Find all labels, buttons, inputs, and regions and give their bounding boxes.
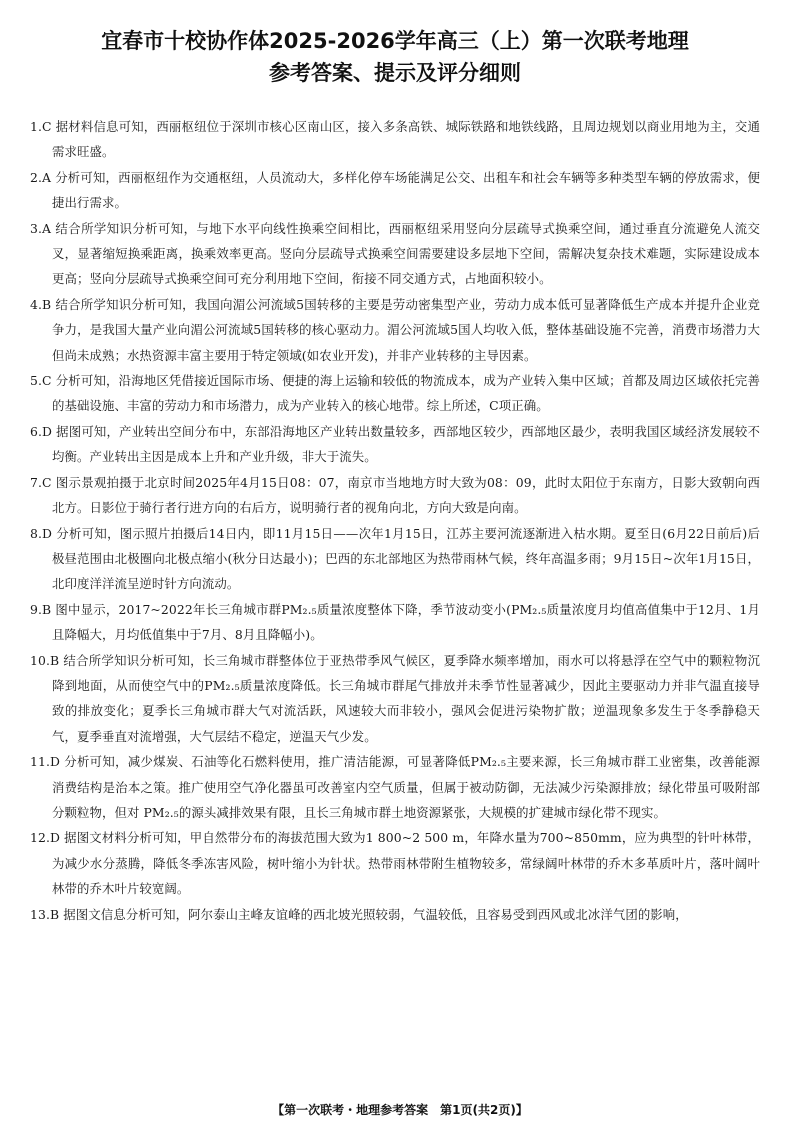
answer-item-13: 13.B 据图文信息分析可知，阿尔泰山主峰友谊峰的西北坡光照较弱，气温较低，且容易受到西风或北冰洋气团的影响，: [30, 906, 688, 922]
answer-item-4: 4.B 结合所学知识分析可知，我国向湄公河流域5国转移的主要是劳动密集型产业，劳动力成本低可显著降低生产成本并提升企业竞争力，是我国大量产业向湄公河流域5国转移的核心驱动力。湄公河流域5国人均收入低，整体基础设施不完善，消费市场潜力大但尚未成熟；水热资源丰富主要用于特定领域(如农业开发)，并非产业转移的主导因素。: [30, 296, 760, 363]
answer-item-9: 9.B 图中显示，2017~2022年长三角城市群PM₂.₅质量浓度整体下降，季节波动变小(PM₂.₅质量浓度月均值高值集中于12月、1月且降幅大，月均低值集中于7月、8月且降幅小)。: [30, 601, 760, 643]
answer-item-10: 10.B 结合所学知识分析可知，长三角城市群整体位于亚热带季风气候区，夏季降水频率增加，雨水可以将悬浮在空气中的颗粒物沉降到地面，从而使空气中的PM₂.₅质量浓度降低。长三角城市群尾气排放并未季节性显著减少，因此主要驱动力并非气温直接导致的排放变化；夏季长三角城市群大气对流活跃，风速较大而非较小，强风会促进污染物扩散；逆温现象多发生于冬季静稳天气，夏季垂直对流增强，大气层结不稳定，逆温天气少发。: [30, 652, 760, 744]
answer-item-5: 5.C 分析可知，沿海地区凭借接近国际市场、便捷的海上运输和较低的物流成本，成为产业转入集中区域；首都及周边区域依托完善的基础设施、丰富的劳动力和市场潜力，成为产业转入的核心地带。综上所述，C项正确。: [30, 373, 760, 414]
answer-item-3: 3.A 结合所学知识分析可知，与地下水平向线性换乘空间相比，西丽枢纽采用竖向分层疏导式换乘空间，通过垂直分流避免人流交叉，显著缩短换乘距离，换乘效率更高。竖向分层疏导式换乘空间需要建设多层地下空间，需解决复杂技术难题，实际建设成本更高；竖向分层疏导式换乘空间可充分利用地下空间，衔接不同交通方式，占地面积较小。: [30, 220, 760, 287]
answer-list: [30, 114, 760, 927]
answer-item-12: 12.D 据图文材料分析可知，甲自然带分布的海拔范围大致为1 800~2 500 m，年降水量为700~850mm，应为典型的针叶林带，为减少水分蒸腾，降低冬季冻害风险，树叶缩小为针状。热带雨林带附生植物较多，常绿阔叶林带的乔木多革质叶片，落叶阔叶林带的乔木叶片较宽阔。: [30, 830, 760, 897]
answer-item-2: 2.A 分析可知，西丽枢纽作为交通枢纽，人员流动大，多样化停车场能满足公交、出租车和社会车辆等多种类型车辆的停放需求，便捷出行需求。: [30, 169, 760, 211]
answer-item-8: 8.D 分析可知，图示照片拍摄后14日内，即11月15日——次年1月15日，江苏主要河流逐渐进入枯水期。夏至日(6月22日前后)后极昼范围由北极圈向北极点缩小(秋分日达最小)；巴西的东北部地区为热带雨林气候，终年高温多雨；9月15日~次年1月15日，北印度洋洋流呈逆时针方向流动。: [30, 525, 760, 592]
answer-item-1: 1.C 据材料信息可知，西丽枢纽位于深圳市核心区南山区，接入多条高铁、城际铁路和地铁线路，且周边规划以商业用地为主，交通需求旺盛。: [30, 119, 760, 160]
answer-item-7: 7.C 图示景观拍摄于北京时间2025年4月15日08：07，南京市当地地方时大致为08：09，此时太阳位于东南方，日影大致朝向西北方。日影位于骑行者行进方向的右后方，说明骑行者的视角向北，方向大致是向南。: [30, 474, 760, 516]
document-title: 宜春市十校协作体2025-2026学年高三（上）第一次联考地理: [101, 29, 689, 53]
answer-item-6: 6.D 据图可知，产业转出空间分布中，东部沿海地区产业转出数量较多，西部地区较少，西部地区最少，表明我国区域经济发展较不均衡。产业转出主因是成本上升和产业升级，非大于流失。: [30, 423, 760, 465]
document-subtitle: 参考答案、提示及评分细则: [269, 61, 521, 85]
page-footer: 【第一次联考・地理参考答案 第1页(共2页)】: [272, 1103, 528, 1117]
answer-item-11: 11.D 分析可知，减少煤炭、石油等化石燃料使用，推广清洁能源，可显著降低PM₂.₅主要来源，长三角城市群工业密集，改善能源消费结构是治本之策。推广使用空气净化器虽可改善室内空气质量，但属于被动防御，无法减少污染源排放；绿化带虽可吸附部分颗粒物，但对 PM₂.₅的源头减排效果有限，且长三角城市群土地资源紧张，大规模的扩建城市绿化带不现实。: [30, 754, 760, 820]
